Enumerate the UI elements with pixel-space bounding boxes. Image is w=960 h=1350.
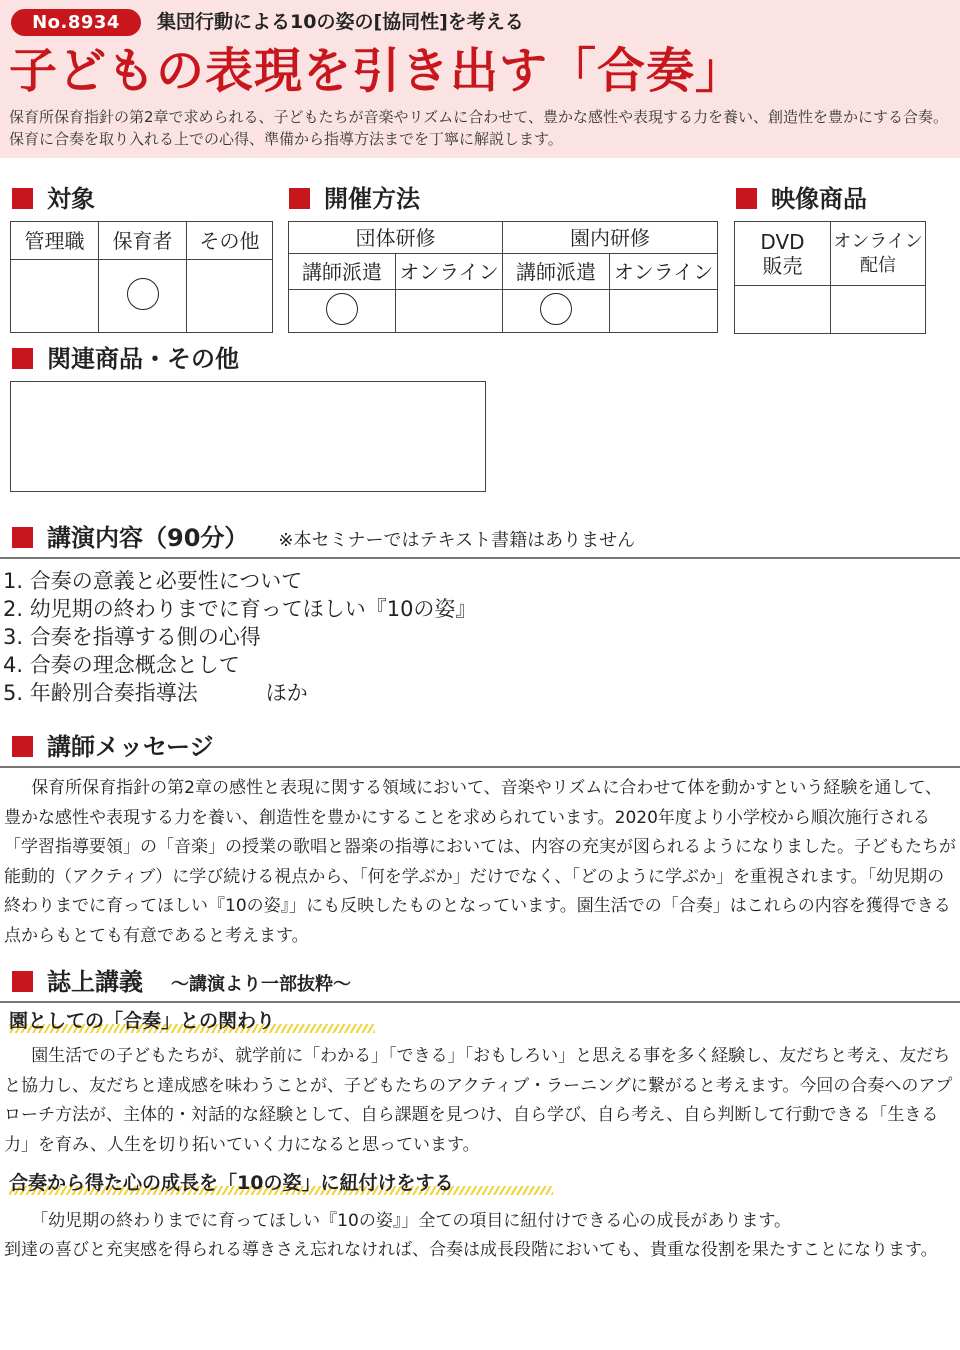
list-item: 3. 合奏を指導する側の心得 — [3, 625, 261, 649]
section-heading-excerpt: 誌上講義 ～講演より一部抜粋～ — [12, 966, 351, 1001]
section-heading-related: 関連商品・その他 — [12, 343, 239, 375]
excerpt-paragraph: 到達の喜びと充実感を得られる導きさえ忘れなければ、合奏は成長段階においても、貴重な役割を果たすことになります。 — [4, 1240, 938, 1260]
method-mark — [289, 290, 396, 333]
message-body: 保育所保育指針の第2章の感性と表現に関する領域において、音楽やリズムに合わせて体を動かすという経験を通して、豊かな感性や表現する力を養い、創造性を豊かにすることを求められています。2020年度より小学校から順次施行される「学習指導要領」の「音楽」の授業の歌唱と器楽の指導においては、内容の充実が図られるようになりました。子どもたちが能動的（アクティブ）に学び続ける視点から、「何を学ぶか」だけでなく、「どのように学ぶか」を重視されます。「幼児期の終わりまでに育ってほしい『10の姿』」にも反映したものとなっています。園生活での「合奏」はこれらの内容を獲得できる点からもとても有意であると考えます。 — [4, 778, 956, 946]
method-col-dispatch: 講師派遣 — [289, 254, 396, 290]
agenda-list — [3, 567, 476, 707]
section-heading-method: 開催方法 — [289, 183, 420, 215]
section-heading-message: 講師メッセージ — [12, 731, 214, 763]
target-table — [10, 221, 273, 333]
square-bullet-icon — [289, 188, 310, 209]
target-mark-other — [187, 260, 273, 333]
method-group-team: 団体研修 — [289, 222, 503, 254]
lead-text: 保育所保育指針の第2章で求められる、子どもたちが音楽やリズムに合わせて、豊かな感性や表現する力を養い、創造性を豊かにする合奏。保育に合奏を取り入れる上での心得、準備から指導方法までを丁寧に解説します。 — [9, 108, 948, 148]
section-heading-video: 映像商品 — [736, 183, 867, 215]
square-bullet-icon — [12, 348, 33, 369]
circle-mark-icon — [326, 293, 358, 325]
excerpt-paragraph: 園生活での子どもたちが、就学前に「わかる」「できる」「おもしろい」と思える事を多く経験し、友だちと考え、友だちと協力し、友だちと達成感を味わうことが、子どもたちのアクティブ・ラーニングに繋がると考えます。今回の合奏へのアプローチ方法が、主体的・対話的な経験として、自ら課題を見つけ、自ら学び、自ら考え、自ら判断して行動できる「生きる力」を育み、人生を切り拓いていく力になると思っています。 — [4, 1046, 953, 1155]
excerpt-paragraph: 「幼児期の終わりまでに育ってほしい『10の姿』」全ての項目に紐付けできる心の成長があります。 — [31, 1211, 791, 1231]
video-mark — [831, 286, 926, 334]
lecture-note: ※本セミナーではテキスト書籍はありません — [278, 530, 636, 551]
method-mark — [503, 290, 610, 333]
divider — [0, 766, 960, 768]
excerpt-note: ～講演より一部抜粋～ — [171, 974, 351, 995]
square-bullet-icon — [12, 971, 33, 992]
video-col-online: オンライン 配信 — [831, 222, 926, 286]
section-heading-target: 対象 — [12, 183, 95, 215]
divider — [0, 557, 960, 559]
video-col-dvd: DVD 販売 — [735, 222, 831, 286]
divider — [0, 1001, 960, 1003]
method-mark — [396, 290, 503, 333]
agenda-extra: ほか — [265, 681, 308, 705]
excerpt-subheading: 園としての「合奏」との関わり — [9, 1009, 375, 1033]
list-item: 2. 幼児期の終わりまでに育ってほしい『10の姿』 — [3, 597, 477, 621]
square-bullet-icon — [736, 188, 757, 209]
related-box — [10, 381, 486, 492]
header-band — [0, 0, 960, 158]
method-col-online: オンライン — [610, 254, 718, 290]
page-title: 子どもの表現を引き出す「合奏」 — [9, 43, 745, 99]
method-col-online: オンライン — [396, 254, 503, 290]
square-bullet-icon — [12, 736, 33, 757]
target-col-other: その他 — [187, 222, 273, 260]
target-col-manager: 管理職 — [11, 222, 99, 260]
circle-mark-icon — [127, 278, 159, 310]
excerpt-subheading: 合奏から得た心の成長を「10の姿」に紐付けをする — [9, 1171, 553, 1195]
page-subtitle: 集団行動による10の姿の[協同性]を考える — [157, 11, 524, 33]
square-bullet-icon — [12, 188, 33, 209]
list-item: 4. 合奏の理念概念として — [3, 653, 240, 677]
method-group-inhouse: 園内研修 — [503, 222, 718, 254]
section-heading-lecture: 講演内容（90分） ※本セミナーではテキスト書籍はありません — [12, 522, 635, 557]
method-table — [288, 221, 718, 333]
square-bullet-icon — [12, 527, 33, 548]
video-table — [734, 221, 926, 334]
method-mark — [610, 290, 718, 333]
list-item: 5. 年齢別合奏指導法 ほか — [3, 681, 308, 705]
list-item: 1. 合奏の意義と必要性について — [3, 569, 303, 593]
target-mark-caregiver — [99, 260, 187, 333]
target-mark-manager — [11, 260, 99, 333]
target-col-caregiver: 保育者 — [99, 222, 187, 260]
method-col-dispatch: 講師派遣 — [503, 254, 610, 290]
number-badge: No.8934 — [11, 9, 141, 36]
circle-mark-icon — [540, 293, 572, 325]
video-mark — [735, 286, 831, 334]
